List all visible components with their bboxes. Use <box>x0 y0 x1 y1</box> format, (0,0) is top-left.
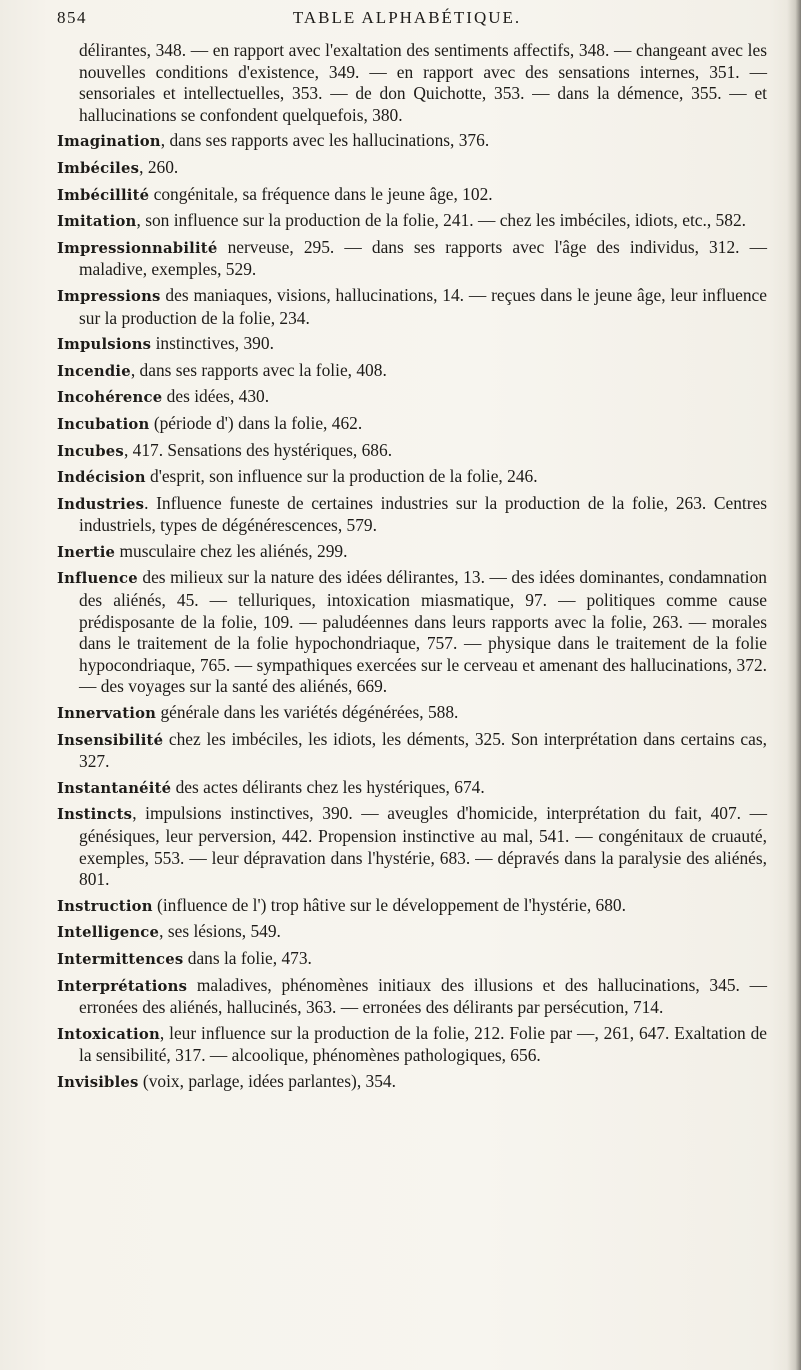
index-entry <box>57 921 767 944</box>
index-entry <box>57 210 767 233</box>
index-entries <box>57 40 767 1098</box>
entry-text: , 260. <box>139 156 179 177</box>
entry-text: délirantes, 348. — en rapport avec l'exaltation des sentiments affectifs, 348. — changeant avec les nouvelles conditions d'existence, 349. — en rapport avec des sensations internes, 351. — sensoriales et intellectuelles, 353. — de don Quichotte, 353. — dans la démence, 355. — et hallucinations se confondent quelquefois, 380. <box>79 40 767 125</box>
entry-head: Impressions <box>57 287 161 305</box>
entry-head: Innervation <box>57 705 157 723</box>
page-number: 854 <box>57 8 87 27</box>
entry-head: Inertie <box>57 543 116 561</box>
entry-head: Imbéciles <box>57 159 140 177</box>
entry-head: Influence <box>57 570 138 588</box>
entry-head: Industries <box>57 495 145 513</box>
entry-head: Incubation <box>57 415 150 433</box>
entry-text: (période d') dans la folie, 462. <box>149 412 363 433</box>
entry-head: Impulsions <box>57 336 152 354</box>
entry-head: Invisibles <box>57 1073 139 1091</box>
entry-text: des idées, 430. <box>162 386 270 407</box>
index-entry <box>57 803 767 890</box>
entry-text: , son influence sur la production de la folie, 241. — chez les imbéciles, idiots, etc., 582. <box>136 210 746 231</box>
entry-head: Incendie <box>57 362 131 380</box>
entry-text: (influence de l') trop hâtive sur le développement de l'hystérie, 680. <box>152 894 626 915</box>
entry-head: Intermittences <box>57 950 184 968</box>
entry-text: musculaire chez les aliénés, 299. <box>115 540 348 561</box>
index-entry <box>57 413 767 436</box>
entry-text: des maniaques, visions, hallucinations, 14. — reçues dans le jeune âge, leur influence sur la production de la folie, 234. <box>79 284 767 328</box>
entry-text: nerveuse, 295. — dans ses rapports avec l'âge des individus, 312. — maladive, exemples, 529. <box>79 236 767 280</box>
entry-head: Imbécillité <box>57 186 150 204</box>
index-entry <box>57 493 767 537</box>
entry-text: d'esprit, son influence sur la production de la folie, 246. <box>145 466 538 487</box>
page-edge-shadow <box>787 0 801 1370</box>
entry-head: Instantanéité <box>57 779 172 797</box>
entry-text: maladives, phénomènes initiaux des illusions et des hallucinations, 345. — erronées des aliénés, hallucinés, 363. — erronées des délirants par persécution, 714. <box>79 974 767 1018</box>
index-entry <box>57 360 767 383</box>
entry-text: , leur influence sur la production de la folie, 212. Folie par —, 261, 647. Exaltation de la sensibilité, 317. — alcoolique, phénomènes pathologiques, 656. <box>79 1022 767 1066</box>
entry-text: instinctives, 390. <box>151 333 274 354</box>
entry-head: Insensibilité <box>57 731 164 749</box>
page-header <box>57 8 757 32</box>
index-entry <box>57 948 767 971</box>
index-entry <box>57 541 767 564</box>
entry-text: , ses lésions, 549. <box>159 921 281 942</box>
index-entry <box>57 567 767 698</box>
entry-text: , dans ses rapports avec les hallucinations, 376. <box>160 130 490 151</box>
index-entry <box>57 1023 767 1067</box>
index-entry <box>57 466 767 489</box>
index-entry <box>57 975 767 1019</box>
entry-head: Imitation <box>57 213 137 231</box>
entry-head: Imagination <box>57 133 161 151</box>
entry-text: (voix, parlage, idées parlantes), 354. <box>138 1070 396 1091</box>
entry-text: congénitale, sa fréquence dans le jeune âge, 102. <box>149 183 493 204</box>
entry-text: des actes délirants chez les hystériques, 674. <box>171 776 485 797</box>
index-entry <box>57 729 767 773</box>
index-entry <box>57 440 767 463</box>
index-entry <box>57 157 767 180</box>
entry-head: Incohérence <box>57 389 163 407</box>
entry-text: dans la folie, 473. <box>183 947 312 968</box>
entry-text: , 417. Sensations des hystériques, 686. <box>123 439 393 460</box>
entry-head: Indécision <box>57 469 146 487</box>
index-entry <box>57 333 767 356</box>
index-entry <box>57 895 767 918</box>
entry-head: Interprétations <box>57 977 188 995</box>
entry-text: des milieux sur la nature des idées délirantes, 13. — des idées dominantes, condamnation des aliénés, 45. — telluriques, intoxication miasmatique, 97. — politiques comme cause prédisposante de la folie, 109. — paludéennes dans leurs rapports avec la folie, 263. — morales dans le traitement de la folie hypochondriaque, 757. — physique dans le traitement de la folie hypocondriaque, 765. — sympathiques exercées sur le cerveau et amenant des hallucinations, 372. — des voyages sur la santé des aliénés, 669. <box>79 567 767 697</box>
entry-head: Intelligence <box>57 924 160 942</box>
entry-text: . Influence funeste de certaines industries sur la production de la folie, 263. Centres industriels, types de dégénérescences, 579. <box>79 492 767 536</box>
entry-head: Intoxication <box>57 1025 160 1043</box>
entry-text: , dans ses rapports avec la folie, 408. <box>130 359 387 380</box>
index-entry <box>57 777 767 800</box>
entry-text: générale dans les variétés dégénérées, 588. <box>156 702 459 723</box>
entry-head: Instincts <box>57 806 133 824</box>
index-entry <box>57 702 767 725</box>
entry-head: Impressionnabilité <box>57 239 218 257</box>
entry-head: Incubes <box>57 442 124 460</box>
entry-text: , impulsions instinctives, 390. — aveugles d'homicide, interprétation du fait, 407. — génésiques, leur perversion, 442. Propension instinctive au mal, 541. — congénitaux de cruauté, exemples, 553. — leur dépravation dans l'hystérie, 683. — dépravés dans la paralysie des aliénés, 801. <box>79 803 767 890</box>
index-entry <box>57 285 767 329</box>
index-entry <box>57 386 767 409</box>
index-entry <box>57 130 767 153</box>
index-entry <box>57 237 767 281</box>
running-title: TABLE ALPHABÉTIQUE. <box>292 8 522 27</box>
index-entry <box>57 1071 767 1094</box>
index-entry <box>57 40 767 126</box>
entry-text: chez les imbéciles, les idiots, les déments, 325. Son interprétation dans certains cas, 327. <box>79 728 767 772</box>
entry-head: Instruction <box>57 897 153 915</box>
index-entry <box>57 184 767 207</box>
